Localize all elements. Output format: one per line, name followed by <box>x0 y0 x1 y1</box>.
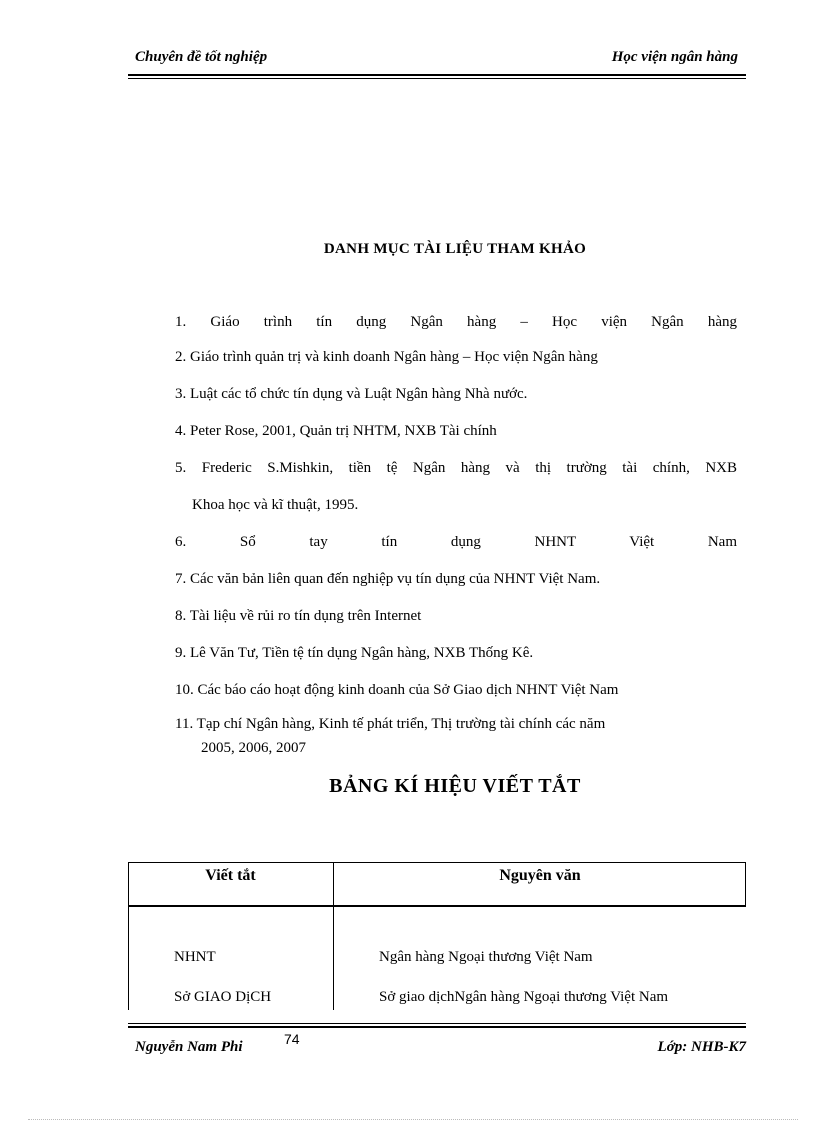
footer-rule-thin <box>128 1023 746 1024</box>
reference-item: 4. Peter Rose, 2001, Quản trị NHTM, NXB Tài chính <box>175 423 497 439</box>
reference-item: 11. Tạp chí Ngân hàng, Kinh tế phát triển, Thị trường tài chính các năm <box>175 716 606 732</box>
footer-rule <box>128 1026 746 1028</box>
page-number: 74 <box>284 1031 300 1047</box>
header-left: Chuyên đề tốt nghiệp <box>135 49 268 65</box>
reference-item: 8. Tài liệu về rủi ro tín dụng trên Internet <box>175 608 422 624</box>
references-title: DANH MỤC TÀI LIỆU THAM KHẢO <box>323 241 587 257</box>
column-header-full: Nguyên văn <box>499 867 581 884</box>
header-right: Học viện ngân hàng <box>611 49 738 65</box>
abbreviations-table <box>128 862 746 1010</box>
page-bottom-dotted-line <box>28 1119 798 1120</box>
header-rule-thin <box>128 78 746 79</box>
row-abbr: NHNT <box>174 949 216 965</box>
footer-author: Nguyễn Nam Phi <box>135 1039 243 1055</box>
reference-item: 2005, 2006, 2007 <box>201 740 306 756</box>
reference-item: Khoa học và kĩ thuật, 1995. <box>192 497 359 513</box>
reference-item: 10. Các báo cáo hoạt động kinh doanh của Sở Giao dịch NHNT Việt Nam <box>175 682 619 698</box>
footer-class: Lớp: NHB-K7 <box>657 1039 746 1055</box>
reference-item: 7. Các văn bản liên quan đến nghiệp vụ tín dụng của NHNT Việt Nam. <box>175 571 601 587</box>
column-header-abbr: Viết tắt <box>205 867 256 884</box>
reference-item: 6. Sổ tay tín dụng NHNT Việt Nam <box>175 534 737 550</box>
header-rule <box>128 74 746 76</box>
row-abbr: Sở GIAO DịCH <box>174 989 272 1005</box>
reference-item: 1. Giáo trình tín dụng Ngân hàng – Học viện Ngân hàng <box>175 314 737 330</box>
references-list <box>175 304 737 757</box>
reference-item: 2. Giáo trình quản trị và kinh doanh Ngân hàng – Học viện Ngân hàng <box>175 349 598 365</box>
row-full: Ngân hàng Ngoại thương Việt Nam <box>379 949 593 965</box>
table-border-top <box>128 862 746 863</box>
reference-item: 9. Lê Văn Tư, Tiền tệ tín dụng Ngân hàng, NXB Thống Kê. <box>175 645 534 661</box>
reference-item: 5. Frederic S.Mishkin, tiền tệ Ngân hàng và thị trường tài chính, NXB <box>175 460 737 476</box>
abbreviations-title: BẢNG KÍ HIỆU VIẾT TẮT <box>329 775 581 797</box>
row-full: Sở giao dịchNgân hàng Ngoại thương Việt Nam <box>379 989 669 1005</box>
table-header-divider <box>128 905 746 907</box>
reference-item: 3. Luật các tổ chức tín dụng và Luật Ngân hàng Nhà nước. <box>175 386 528 402</box>
